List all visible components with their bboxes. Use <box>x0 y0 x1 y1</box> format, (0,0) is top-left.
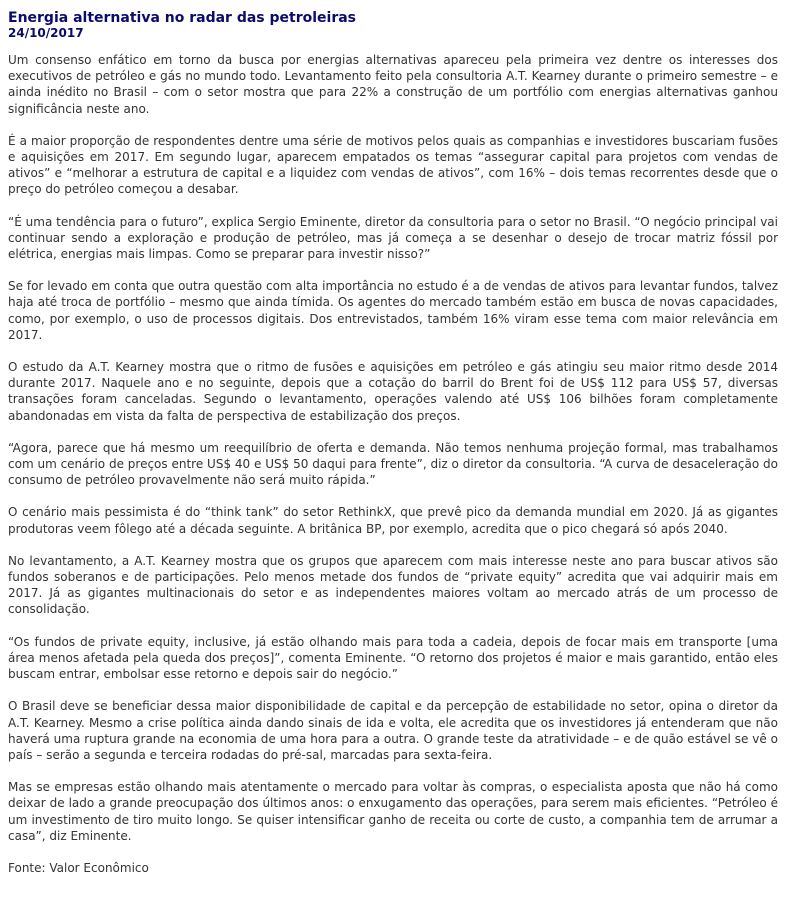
article-paragraph: O cenário mais pessimista é do “think tank” do setor RethinkX, que prevê pico da demanda mundial em 2020. Já as gigantes produtoras veem fôlego até a década seguinte. A britânica BP, por exemplo, acredita que o pico chegará só após 2040. <box>8 505 778 536</box>
article-paragraph: Mas se empresas estão olhando mais atentamente o mercado para voltar às compras, o especialista aposta que não há como deixar de lado a grande preocupação dos últimos anos: o enxugamento das operações, para serem mais eficientes. “Petróleo é um investimento de tiro muito longo. Se quiser intensificar ganho de receita ou corte de custo, a companhia tem de arrumar a casa”, diz Eminente. <box>8 780 778 843</box>
news-article <box>8 10 778 876</box>
article-title: Energia alternativa no radar das petroleiras <box>8 10 357 26</box>
article-paragraph: O estudo da A.T. Kearney mostra que o ritmo de fusões e aquisições em petróleo e gás atingiu seu maior ritmo desde 2014 durante 2017. Naquele ano e no seguinte, depois que a cotação do barril do Brent foi de US$ 112 para US$ 57, diversas transações foram canceladas. Segundo o levantamento, operações valendo até US$ 106 bilhões foram completamente abandonadas em vista da falta de perspectiva de estabilização dos preços. <box>8 360 778 423</box>
article-paragraph: É a maior proporção de respondentes dentre uma série de motivos pelos quais as companhias e investidores buscariam fusões e aquisições em 2017. Em segundo lugar, aparecem empatados os temas “assegurar capital para projetos com vendas de ativos” e “melhorar a estrutura de capital e a liquidez com vendas de ativos”, com 16% – dois temas recorrentes desde que o preço do petróleo começou a desabar. <box>8 133 778 197</box>
article-paragraph: O Brasil deve se beneficiar dessa maior disponibilidade de capital e da percepção de estabilidade no setor, opina o diretor da A.T. Kearney. Mesmo a crise política ainda dando sinais de ida e volta, ele acredita que os investidores já entenderam que não haverá uma ruptura grande na economia de uma hora para a outra. O grande teste da atratividade – e de quão estável se vê o país – serão a segunda e terceira rodadas do pré-sal, marcadas para sexta-feira. <box>8 699 778 762</box>
article-source: Fonte: Valor Econômico <box>8 860 149 875</box>
article-paragraph: Se for levado em conta que outra questão com alta importância no estudo é a de vendas de ativos para levantar fundos, talvez haja até troca de portfólio – mesmo que ainda tímida. Os agentes do mercado também estão em busca de novas capacidades, como, por exemplo, o uso de processos digitais. Dos entrevistados, também 16% viram esse tema com maior relevância em 2017. <box>8 279 778 342</box>
article-paragraph: “É uma tendência para o futuro”, explica Sergio Eminente, diretor da consultoria para o setor no Brasil. “O negócio principal vai continuar sendo a exploração e produção de petróleo, mas já começa a se desenhar o desejo de trocar matriz fóssil por elétrica, energias mais limpas. Como se preparar para investir nisso?” <box>8 214 778 262</box>
article-paragraph: “Agora, parece que há mesmo um reequilíbrio de oferta e demanda. Não temos nenhuma projeção formal, mas trabalhamos com um cenário de preços entre US$ 40 e US$ 50 daqui para frente”, diz o diretor da consultoria. “A curva de desaceleração do consumo de petróleo provavelmente não será muito rápida.” <box>8 440 778 488</box>
article-date: 24/10/2017 <box>8 26 84 40</box>
article-paragraph: No levantamento, a A.T. Kearney mostra que os grupos que aparecem com mais interesse neste ano para buscar ativos são fundos soberanos e de participações. Pelo menos metade dos fundos de “private equity” acredita que vai adquirir mais em 2017. Já as gigantes multinacionais do setor e as independentes maiores voltam ao mercado atrás de um processo de consolidação. <box>8 553 778 617</box>
article-paragraph: Um consenso enfático em torno da busca por energias alternativas apareceu pela primeira vez dentre os interesses dos executivos de petróleo e gás no mundo todo. Levantamento feito pela consultoria A.T. Kearney durante o primeiro semestre – e ainda inédito no Brasil – com o setor mostra que para 22% a construção de um portfólio com energias alternativas ganhou significância neste ano. <box>8 53 778 116</box>
article-paragraph: “Os fundos de private equity, inclusive, já estão olhando mais para toda a cadeia, depois de focar mais em transporte [uma área menos afetada pela queda dos preços]”, comenta Eminente. “O retorno dos projetos é maior e mais garantido, então eles buscam entrar, embolsar esse retorno e depois sair do negócio.” <box>8 634 778 682</box>
